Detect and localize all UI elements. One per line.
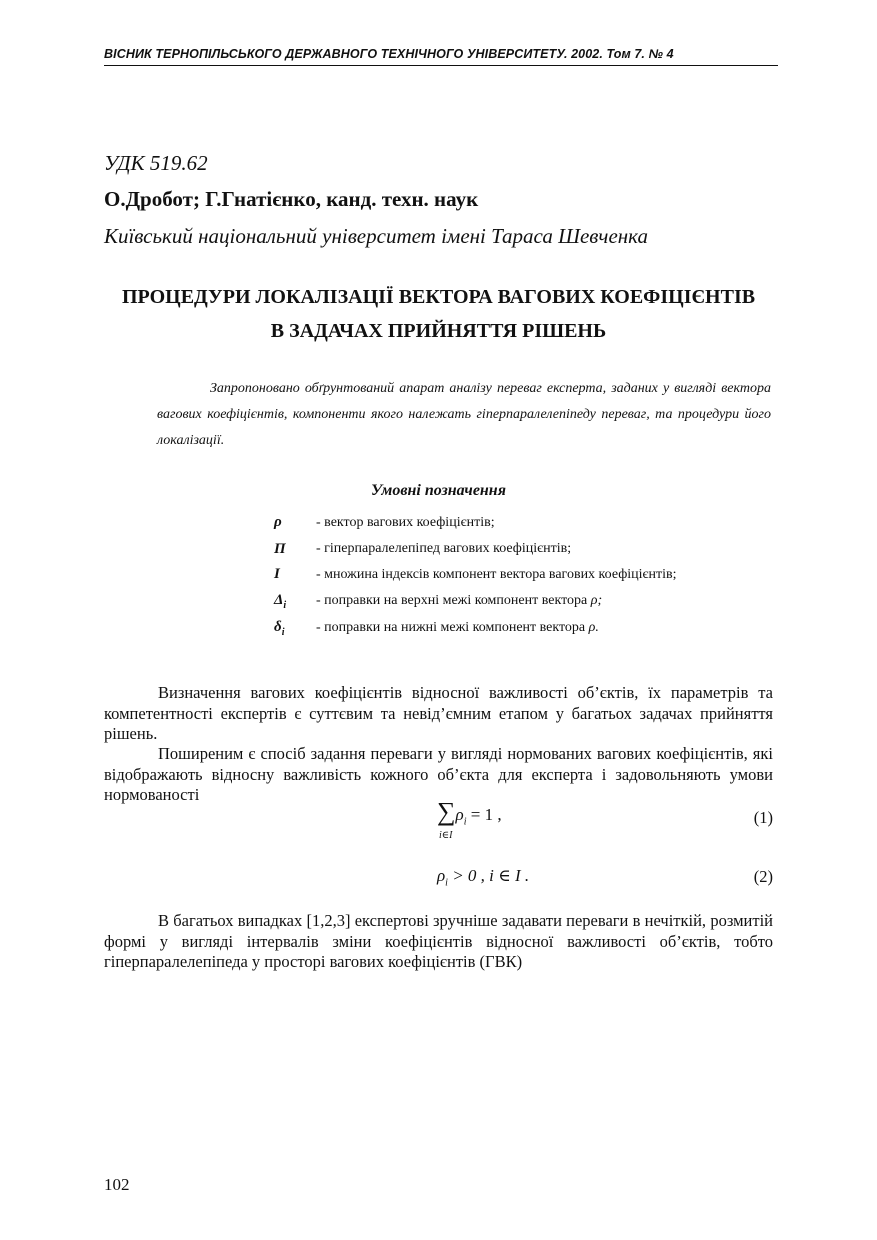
equation-1: $\sum\rho_i = 1$ , xyxy=(437,797,502,828)
notation-description: - гіперпаралелепіпед вагових коефіцієнтів; xyxy=(316,541,572,556)
affiliation: Київський національний університет імені Тараса Шевченка xyxy=(104,224,648,248)
running-header: ВІСНИК ТЕРНОПІЛЬСЬКОГО ДЕРЖАВНОГО ТЕХНІЧНОГО УНІВЕРСИТЕТУ. 2002. Том 7. № 4 xyxy=(104,47,674,61)
paragraph-1: Визначення вагових коефіцієнтів відносної важливості об’єктів, їх параметрів та компетентності експертів є суттєвим та невід’ємним етапом у багатьох задачах прийняття рішень. xyxy=(104,683,773,743)
equation-2-number: (2) xyxy=(753,867,773,886)
notation-description: - вектор вагових коефіцієнтів; xyxy=(316,515,495,530)
equation-1-number: (1) xyxy=(753,808,773,827)
authors: О.Дробот; Г.Гнатієнко, канд. техн. наук xyxy=(104,187,479,211)
notation-description: - поправки на нижні межі компонент вектора ρ. xyxy=(316,620,599,635)
notation-symbol: П xyxy=(274,541,286,557)
notation-description: - множина індексів компонент вектора вагових коефіцієнтів; xyxy=(316,567,677,582)
header-rule xyxy=(104,65,778,66)
equation-1-sum-index: i∈I xyxy=(439,830,453,841)
notation-description: - поправки на верхні межі компонент вектора ρ; xyxy=(316,593,603,608)
udk-code: УДК 519.62 xyxy=(104,151,208,175)
notation-heading: Умовні позначення xyxy=(371,482,506,499)
equation-2: $\rho_i > 0$ , i ∈ I . xyxy=(437,866,530,889)
page-number: 102 xyxy=(104,1175,130,1194)
paper-title-line-2: В ЗАДАЧАХ ПРИЙНЯТТЯ РІШЕНЬ xyxy=(270,320,607,342)
paper-title-line-1: ПРОЦЕДУРИ ЛОКАЛІЗАЦІЇ ВЕКТОРА ВАГОВИХ КОЕФІЦІЄНТІВ xyxy=(121,286,756,308)
notation-symbol: $\Delta_i$ xyxy=(274,592,287,611)
notation-symbol: ρ xyxy=(274,514,282,530)
paragraph-3: В багатьох випадках [1,2,3] експертові зручніше задавати переваги в нечіткій, розмитій формі у вигляді інтервалів зміни коефіцієнтів відносної важливості об’єктів, тобто гіперпаралелепіпеда у просторі вагових коефіцієнтів (ГВК) xyxy=(104,911,773,971)
notation-symbol: $\delta_i$ xyxy=(274,619,285,638)
notation-symbol: I xyxy=(274,566,280,582)
abstract: Запропоновано обґрунтований апарат аналізу переваг експерта, заданих у вигляді вектора вагових коефіцієнтів, компоненти якого належать гіперпаралелепіпеду переваг, та процедури його локалізації. xyxy=(157,381,771,448)
paragraph-2: Поширеним є спосіб задання переваги у вигляді нормованих вагових коефіцієнтів, які відображають відносну важливість кожного об’єкта для експерта і задовольняють умови нормованості xyxy=(104,744,773,804)
